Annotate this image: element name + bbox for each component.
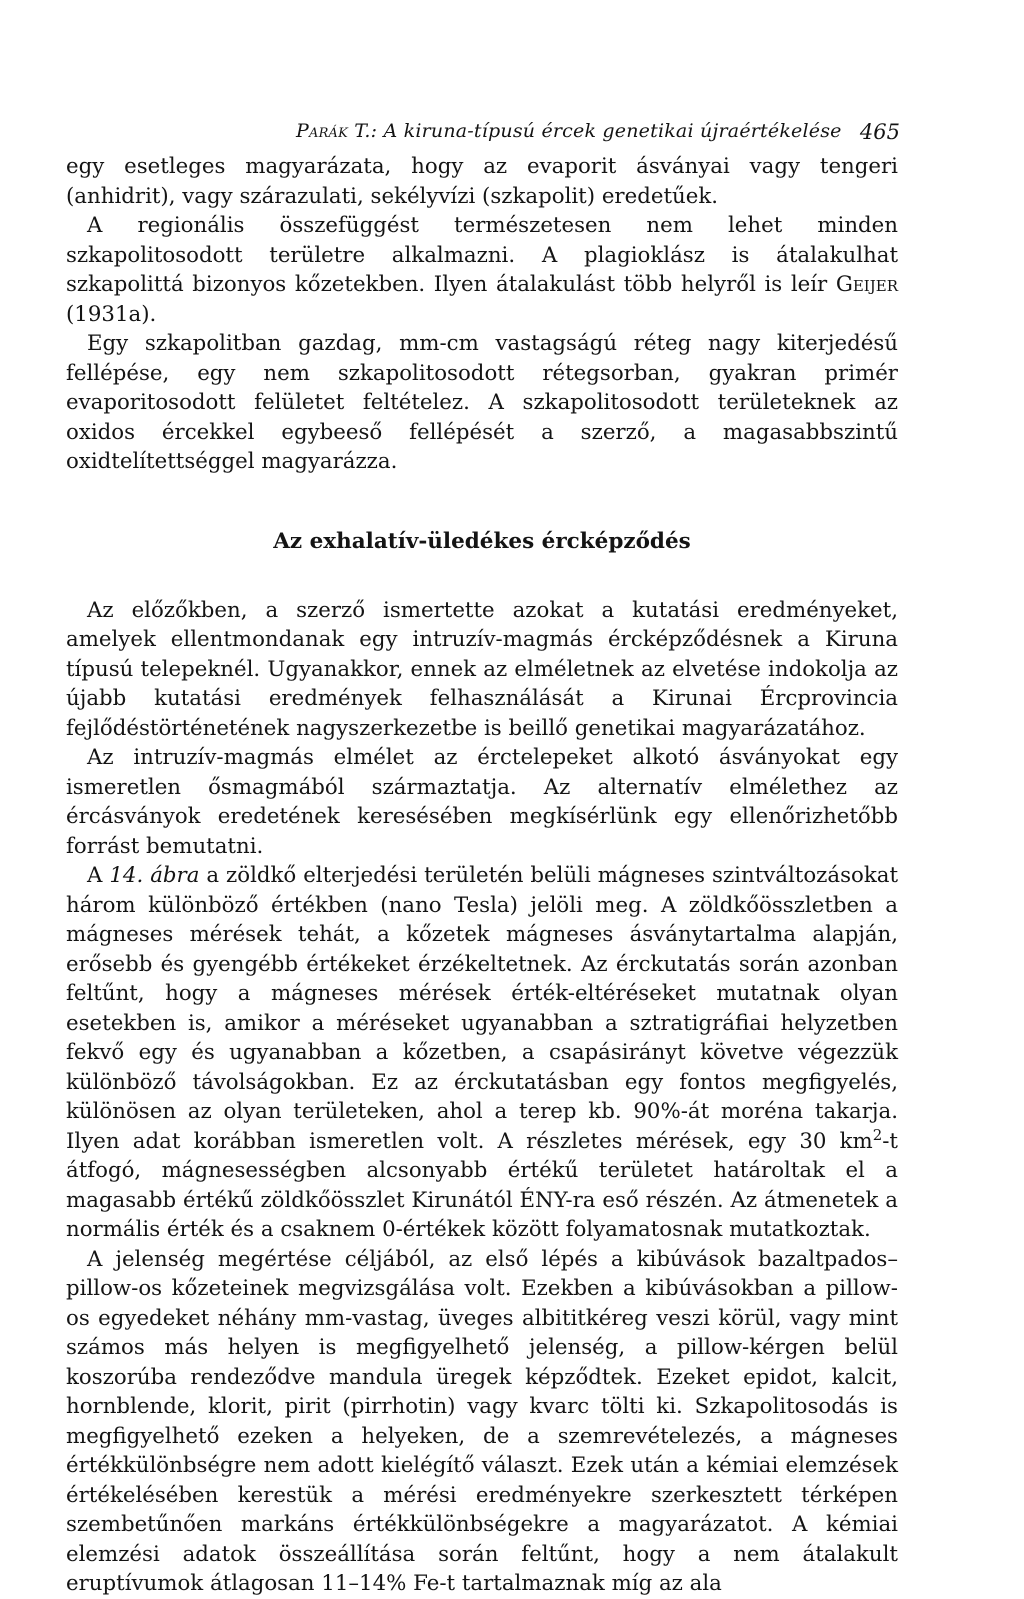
figure-word: ábra — [150, 863, 200, 888]
paragraph-6-text-1: a zöldkő elterjedési területén belüli mágneses szintváltozásokat három különböző értékben (nano Tesla) jelöli meg. A zöldkőösszletben a mágneses mérések tehát, a kőzetek mágneses ásványtartalma alapján, erősebb és gyengébb értékeket érzékeltetnek. Az érckutatás során azonban feltűnt, hogy a mágneses mérések érték-eltéréseket mutatnak olyan esetekben is, amikor a méréseket ugyanabban a sztratigráfiai helyzetben fekvő egy és ugyanabban a kőzetben, a csapásirányt követve végezzük különböző távolságokban. Ez az érckutatásban egy fontos megfigyelés, különösen az olyan területeken, ahol a terep kb. 90%-át moréna takarja. Ilyen adat korábban ismeretlen volt. A részletes mérések, egy 30 km — [66, 863, 898, 1154]
paragraph-6 — [66, 861, 898, 1245]
paragraph-2 — [66, 211, 898, 329]
reference-author: Geijer — [835, 272, 898, 297]
section-heading: Az exhalatív-üledékes ércképződés — [273, 528, 691, 554]
paragraph-3: Egy szkapolitban gazdag, mm-cm vastagságú réteg nagy kiterjedésű fellépése, egy nem szkapolitosodott rétegsorban, gyakran primér evaporitosodott felületet feltételez. A szkapolitosodott területeknek az oxidos ércekkel egybeeső fellépését a szerző, a magasabbszintű oxidtelítettséggel magyarázza. — [66, 331, 898, 474]
document-page — [66, 112, 898, 1599]
header-title: : A kiruna-típusú ércek genetikai újraértékelése — [370, 120, 842, 142]
paragraph-1: egy esetleges magyarázata, hogy az evaporit ásványai vagy tengeri (anhidrit), vagy szárazulati, sekélyvízi (szkapolit) eredetűek. — [66, 154, 898, 209]
figure-number: 14. — [109, 863, 144, 888]
page-number: 465 — [859, 120, 900, 144]
paragraph-2-text: A regionális összefüggést természetesen nem lehet minden szkapolitosodott területre alkalmazni. A plagioklász is átalakulhat szkapolittá bizonyos kőzetekben. — [66, 213, 898, 297]
paragraph-4: Az előzőkben, a szerző ismertette azokat a kutatási eredményeket, amelyek ellentmondanak egy intruzív-magmás ércképződésnek a Kiruna típusú telepeknél. Ugyanakkor, ennek az elméletnek az elvetése indokolja az újabb kutatási eredmények felhasználását a Kirunai Ércprovincia fejlődéstörténetének nagyszerkezetbe is beillő genetikai magyarázatához. — [66, 597, 898, 741]
superscript-2: 2 — [872, 1125, 883, 1144]
paragraph-7: A jelenség megértése céljából, az első lépés a kibúvások bazaltpados–pillow-os kőzeteinek megvizsgálása volt. Ezekben a kibúvásokban a pillow-os egyedeket néhány mm-vastag, üveges albititkéreg veszi körül, vagy mint számos más helyen is megfigyelhető jelenség, a pillow-kérgen belül koszorúba rendeződve mandula üregek képződtek. Ezeket epidot, kalcit, hornblende, klorit, pirit (pirrhotin) vagy kvarc tölti ki. Szkapolitosodás is megfigyelhető ezeken a helyeken, de a szemrevételezés, a mágneses értékkülönbségre nem adott kielégítő választ. Ezek után a kémiai elemzések értékelésében kerestük a mérési eredményekre szerkesztett térképen szembetűnően markáns értékkülönbségekre a magyarázatot. A kémiai elemzési adatok összeállítása során feltűnt, hogy a nem átalakult eruptívumok átlagosan 11–14% Fe-t tartalmaznak míg az ala — [66, 1246, 898, 1596]
reference-year: (1931a). — [66, 301, 157, 327]
paragraph-6-text-2: -t átfogó, mágnesességben alcsonyabb értékű területet határoltak el a magasabb értékű zöldkőösszlet Kirunától ÉNY-ra eső részén. Az átmenetek a normális érték és a csaknem 0-értékek között folyamatosnak mutatkoztak. — [66, 1128, 898, 1242]
figure-ref-lead: A — [87, 863, 110, 888]
paragraph-5: Az intruzív-magmás elmélet az érctelepeket alkotó ásványokat egy ismeretlen ősmagmából származtatja. Az alternatív elmélethez az ércásványok eredetének keresésében megkísérlünk egy ellenőrizhetőbb forrást bemutatni. — [66, 745, 898, 859]
paragraph-2-tail: Ilyen átalakulást több helyről is leír — [425, 272, 836, 297]
header-author: Parák T. — [296, 120, 371, 142]
running-header — [66, 112, 898, 152]
running-title — [296, 120, 842, 142]
